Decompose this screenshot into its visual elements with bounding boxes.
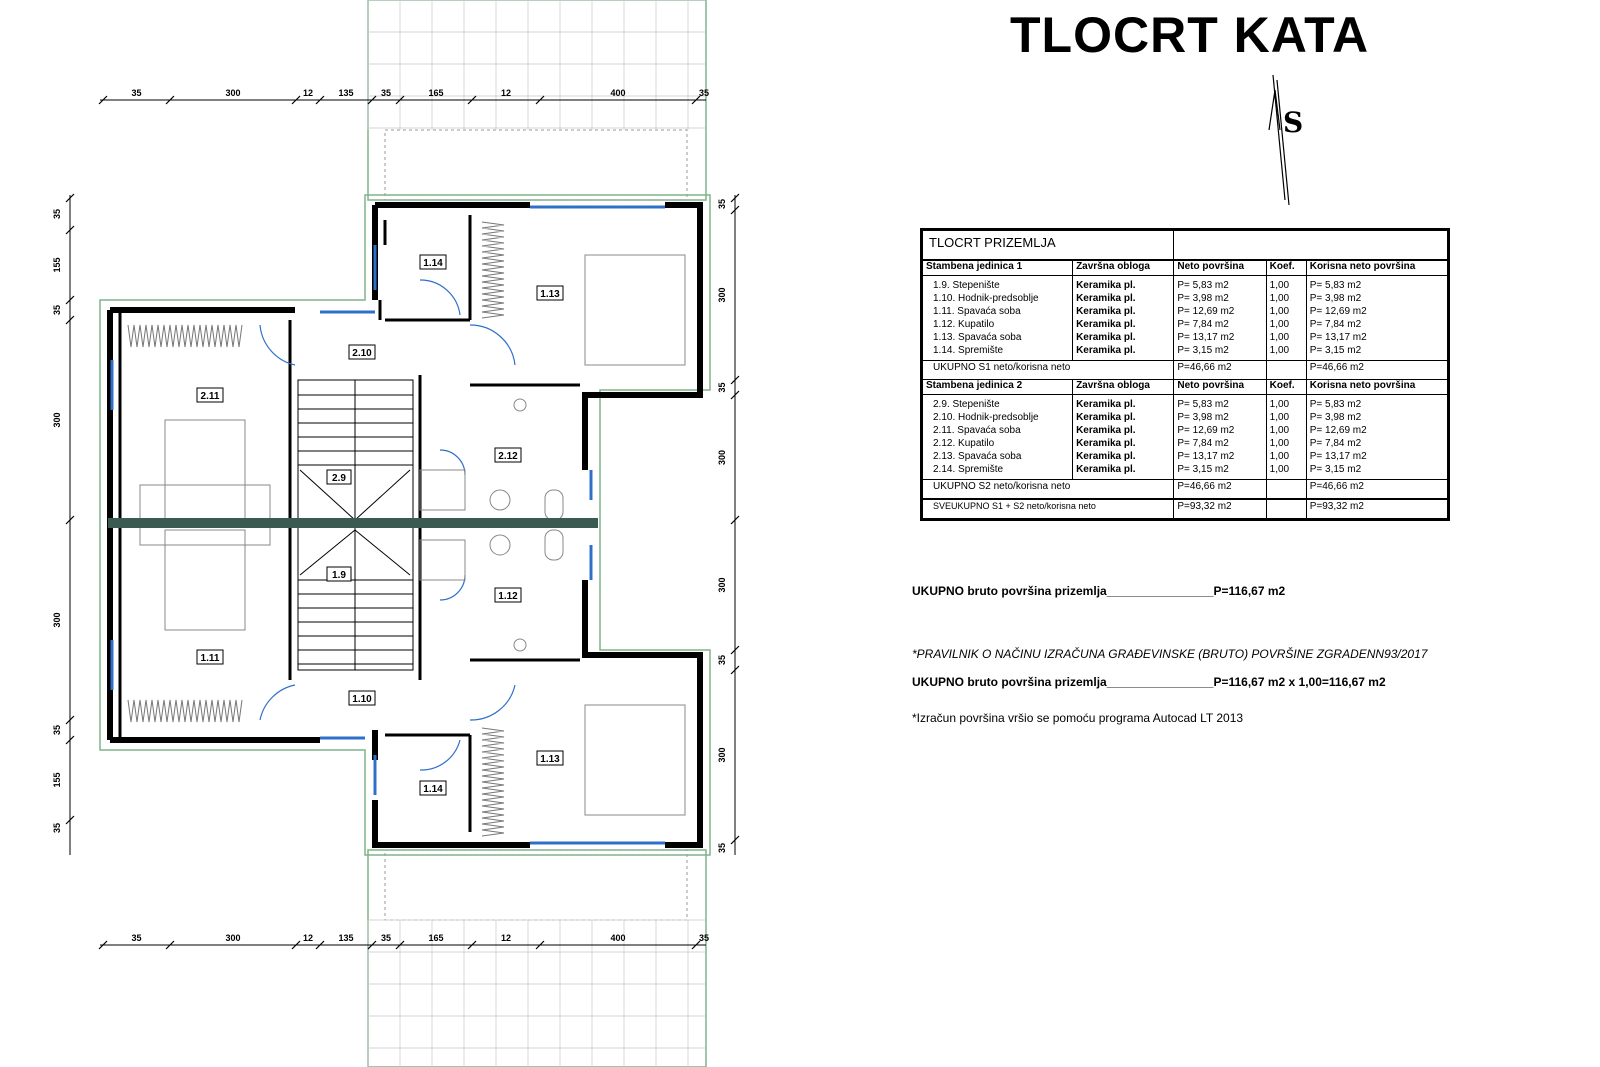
coef-header-2: Koef. <box>1266 380 1306 395</box>
svg-text:1.13: 1.13 <box>540 754 560 765</box>
dimension-label: 35 <box>52 724 62 736</box>
net-header: Neto površina <box>1174 260 1266 276</box>
total1-label: UKUPNO S1 neto/korisna neto <box>922 361 1174 380</box>
dimension-label: 35 <box>52 822 62 834</box>
dimension-label: 135 <box>338 88 354 98</box>
svg-text:1.9: 1.9 <box>332 570 346 581</box>
svg-text:1.14: 1.14 <box>423 784 443 795</box>
unit2-header: Stambena jedinica 2 <box>922 380 1073 395</box>
dimension-label: 400 <box>610 88 626 98</box>
software-note: *Izračun površina vršio se pomoću programa Autocad LT 2013 <box>912 711 1244 725</box>
room-label <box>197 388 223 402</box>
unit1-header: Stambena jedinica 1 <box>922 260 1073 276</box>
svg-text:2.10: 2.10 <box>352 348 372 359</box>
room-label <box>349 691 375 705</box>
section-line <box>108 518 598 528</box>
dimension-label: 300 <box>717 747 727 763</box>
dimension-label: 35 <box>52 208 62 220</box>
dimension-label: 300 <box>717 577 727 593</box>
room-label <box>327 567 351 581</box>
gross-area-coef-note: UKUPNO bruto površina prizemlja________________P=116,67 m2 x 1,00=116,67 m2 <box>912 675 1386 689</box>
unit2-usable: P= 5,83 m2 P= 3,98 m2 P= 12,69 m2 P= 7,84 m2 P= 13,17 m2 P= 3,15 m2 <box>1306 395 1448 480</box>
table-caption: TLOCRT PRIZEMLJA <box>922 230 1174 261</box>
unit1-coef: 1,00 1,00 1,00 1,00 1,00 1,00 <box>1266 276 1306 361</box>
dimension-label: 165 <box>428 88 444 98</box>
gross-area-note: UKUPNO bruto površina prizemlja________________P=116,67 m2 <box>912 584 1286 598</box>
drawing-title: TLOCRT KATA <box>1010 7 1370 63</box>
dimension-label: 300 <box>225 933 241 943</box>
grand-total-usable: P=93,32 m2 <box>1306 499 1448 520</box>
regulation-note: *PRAVILNIK O NAČINU IZRAČUNA GRAĐEVINSKE (BRUTO) POVRŠINE ZGRADENN93/2017 <box>912 647 1428 661</box>
unit1-finish: Keramika pl. Keramika pl. Keramika pl. Keramika pl. Keramika pl. Keramika pl. <box>1073 276 1174 361</box>
dimension-label: 35 <box>380 933 392 943</box>
svg-text:2.9: 2.9 <box>332 473 346 484</box>
north-arrow-icon <box>1255 70 1325 210</box>
dimension-label: 35 <box>717 654 727 666</box>
dimension-left <box>52 194 74 833</box>
dimension-label: 35 <box>698 933 710 943</box>
dimension-label: 300 <box>717 287 727 303</box>
total1-usable: P=46,66 m2 <box>1306 361 1448 380</box>
unit2-net: P= 5,83 m2 P= 3,98 m2 P= 12,69 m2 P= 7,84 m2 P= 13,17 m2 P= 3,15 m2 <box>1174 395 1266 480</box>
svg-text:1.14: 1.14 <box>423 258 443 269</box>
area-table <box>920 228 1450 521</box>
north-label: S <box>1283 106 1304 139</box>
dimension-label: 35 <box>717 842 727 854</box>
grand-total-label: SVEUKUPNO S1 + S2 neto/korisna neto <box>922 499 1174 520</box>
grand-total-net: P=93,32 m2 <box>1174 499 1266 520</box>
unit2-coef: 1,00 1,00 1,00 1,00 1,00 1,00 <box>1266 395 1306 480</box>
svg-text:2.12: 2.12 <box>498 451 518 462</box>
dimension-label: 12 <box>302 933 314 943</box>
dimension-label: 35 <box>698 88 710 98</box>
usable-header-2: Korisna neto površina <box>1306 380 1448 395</box>
total1-net: P=46,66 m2 <box>1174 361 1266 380</box>
dimension-label: 35 <box>52 304 62 316</box>
dimension-label: 12 <box>500 88 512 98</box>
room-label <box>349 345 375 359</box>
usable-header: Korisna neto površina <box>1306 260 1448 276</box>
dimension-label: 135 <box>338 933 354 943</box>
dimension-label: 12 <box>302 88 314 98</box>
room-label <box>537 751 563 765</box>
terrace-bottom <box>368 850 706 1067</box>
wardrobes <box>128 222 504 836</box>
room-label <box>537 286 563 300</box>
unit2-finish: Keramika pl. Keramika pl. Keramika pl. Keramika pl. Keramika pl. Keramika pl. <box>1073 395 1174 480</box>
net-header-2: Neto površina <box>1174 380 1266 395</box>
room-label <box>495 448 521 462</box>
unit1-usable: P= 5,83 m2 P= 3,98 m2 P= 12,69 m2 P= 7,84 m2 P= 13,17 m2 P= 3,15 m2 <box>1306 276 1448 361</box>
finish-header: Završna obloga <box>1073 260 1174 276</box>
dimension-label: 35 <box>131 88 142 98</box>
svg-text:2.11: 2.11 <box>200 391 220 402</box>
total2-label: UKUPNO S2 neto/korisna neto <box>922 480 1174 500</box>
dimension-label: 300 <box>717 449 727 466</box>
room-label <box>197 650 223 664</box>
dimension-bottom <box>99 933 709 949</box>
svg-text:1.10: 1.10 <box>352 694 372 705</box>
dimension-label: 300 <box>52 412 62 428</box>
dimension-label: 155 <box>52 772 62 788</box>
dimension-label: 35 <box>717 198 727 210</box>
dimension-label: 35 <box>131 933 142 943</box>
total2-net: P=46,66 m2 <box>1174 480 1266 500</box>
unit1-rooms: 1.9. Stepenište 1.10. Hodnik-predsoblje 1.11. Spavaća soba 1.12. Kupatilo 1.13. Spavaća soba 1.14. Spremište <box>922 276 1073 361</box>
svg-text:1.13: 1.13 <box>540 289 560 300</box>
room-label <box>420 781 446 795</box>
coef-header: Koef. <box>1266 260 1306 276</box>
dimension-label: 35 <box>717 382 727 393</box>
svg-text:1.11: 1.11 <box>200 653 220 664</box>
room-label <box>327 470 351 484</box>
dimension-label: 155 <box>52 257 62 273</box>
dimension-label: 35 <box>380 88 392 98</box>
dimension-label: 165 <box>428 933 444 943</box>
finish-header-2: Završna obloga <box>1073 380 1174 395</box>
dimension-label: 300 <box>225 88 241 98</box>
dimension-label: 300 <box>52 612 62 628</box>
total2-usable: P=46,66 m2 <box>1306 480 1448 500</box>
unit1-net: P= 5,83 m2 P= 3,98 m2 P= 12,69 m2 P= 7,84 m2 P= 13,17 m2 P= 3,15 m2 <box>1174 276 1266 361</box>
dimension-label: 400 <box>610 933 626 943</box>
dimension-right <box>717 194 739 853</box>
svg-text:1.12: 1.12 <box>498 591 518 602</box>
room-label <box>495 588 521 602</box>
unit2-rooms: 2.9. Stepenište 2.10. Hodnik-predsoblje 2.11. Spavaća soba 2.12. Kupatilo 2.13. Spavaća soba 2.14. Spremište <box>922 395 1073 480</box>
dimension-label: 12 <box>500 933 512 943</box>
room-label <box>420 255 446 269</box>
